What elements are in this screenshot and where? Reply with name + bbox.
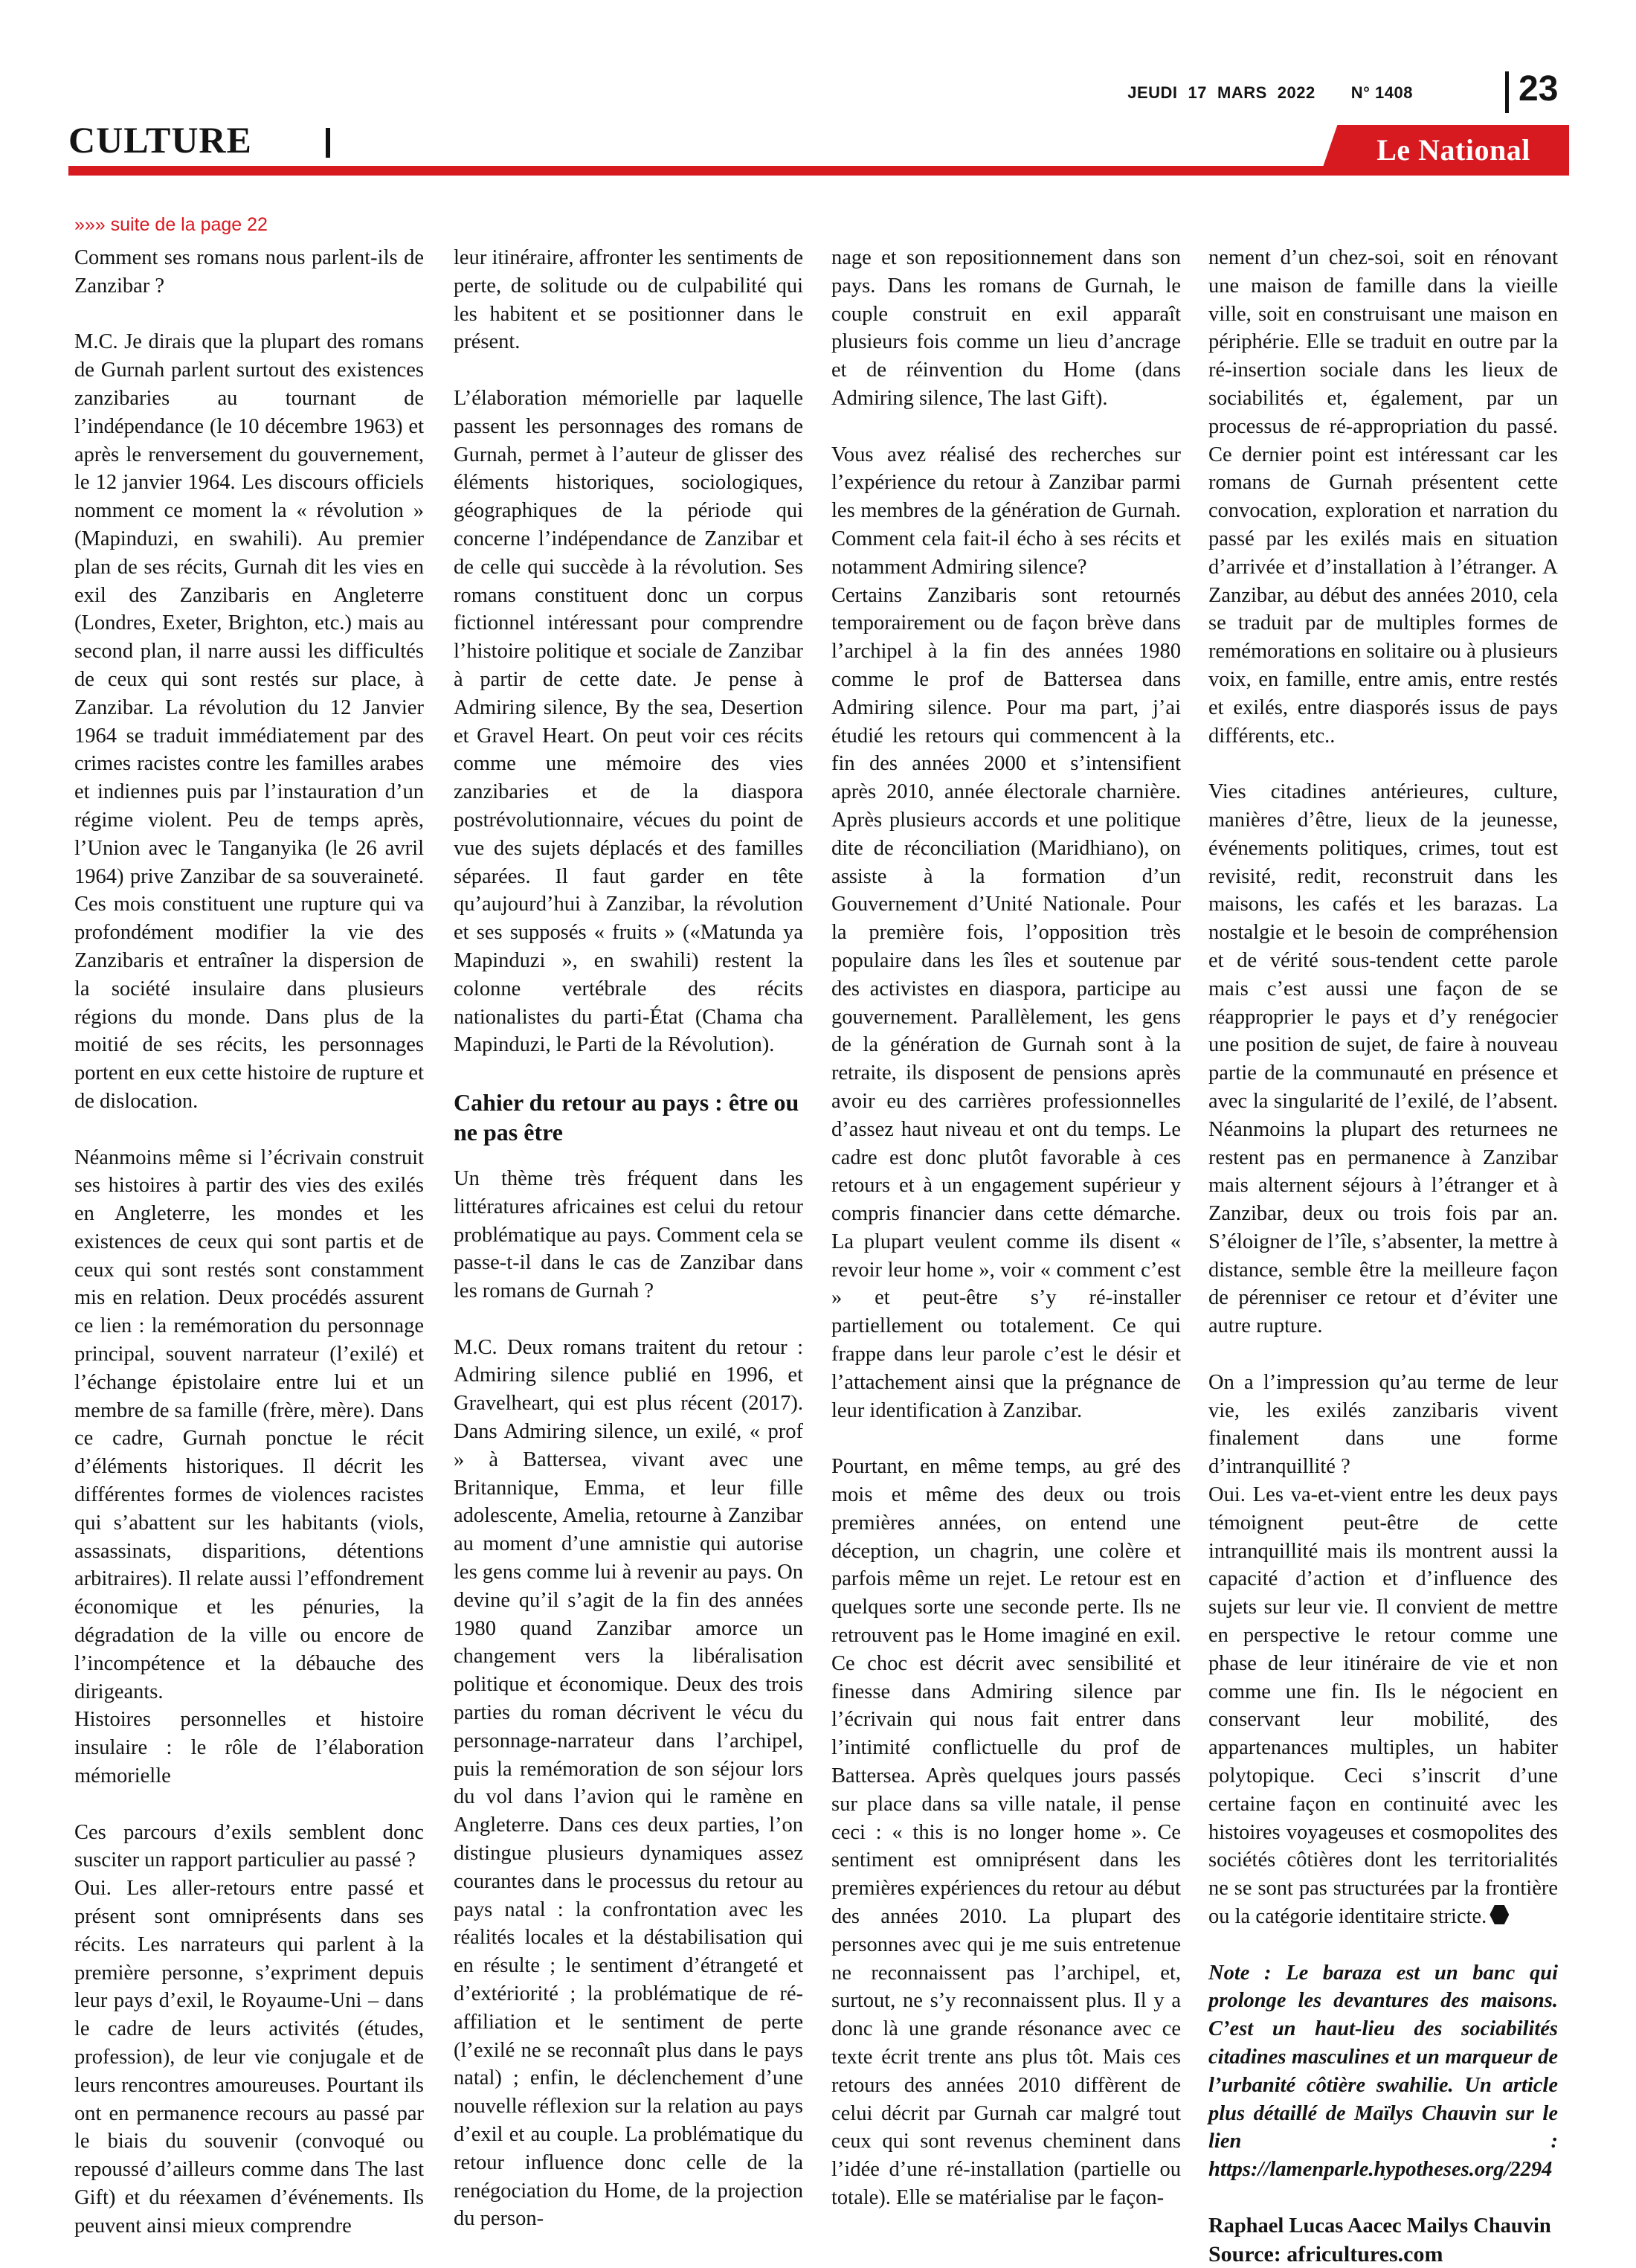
byline [1208, 2212, 1558, 2268]
footnote: Note : Le baraza est un banc qui prolonge les devantures des maisons. C’est un haut-lieu des sociabilités citadines masculines et un marqueur de l’urbanité côtière swahilie. Un article plus détaillé de Maïlys Chauvin sur le lien : https://lamenparle.hypotheses.org/2294 [1208, 1961, 1558, 2182]
section-heading: Cahier du retour au pays : être ou ne pas être [454, 1088, 799, 1146]
header-divider [1505, 71, 1509, 113]
article-paragraph: Néanmoins même si l’écrivain construit ses histoires à partir des vies des exilés en Angleterre, les mondes et les existences de ceux qui sont partis et de ceux qui sont restés sont constamment mis en relation. Deux procédés assurent ce lien : la remémoration du personnage principal, souvent narrateur (l’exilé) et l’échange épistolaire entre lui et un membre de sa famille (frère, mère). Dans ce cadre, Gurnah ponctue le récit d’éléments historiques. Il décrit les différentes formes de violences racistes qui s’abattent sur les habitants (viols, assassinats, disparitions, détentions arbitraires). Il relate aussi l’effondrement économique et les pénuries, la dégradation de la ville ou encore de l’incompétence et la débauche des dirigeants. [74, 1146, 425, 1703]
source-credit: Source: africultures.com [1208, 2241, 1443, 2267]
issue-date: 17 [1188, 83, 1208, 102]
article-column-2 [454, 244, 803, 2231]
interview-question: Comment ses romans nous parlent-ils de Zanzibar ? [74, 246, 424, 298]
section-divider [326, 128, 330, 158]
end-of-article-icon [1490, 1905, 1509, 1924]
continued-from-label: »»» suite de la page 22 [74, 214, 268, 235]
article-paragraph: Pourtant, en même temps, au gré des mois et même des deux ou trois premières années, on entend une déception, un chagrin, une colère et parfois même un rejet. Le retour est en quelques sorte une seconde perte. Ils ne retrouvent pas le Home imaginé en exil. Ce choc est décrit avec sensibilité et finesse dans Admiring silence par l’écrivain qui nous fait entrer dans l’intimité conflictuelle du prof de Battersea. Après quelques jours passés sur place dans sa ville natale, il pense ceci : « this is no longer home ». Ce sentiment est omniprésent dans les premières expériences du retour au début des années 2010. La plupart des personnes avec qui je me suis entretenue ne reconnaissent pas l’archipel, et, surtout, ne s’y reconnaissent plus. Il y a donc là une grande résonance avec ce texte écrit trente ans plus tôt. Mais ces retours des années 2010 diffèrent de celui décrit par Gurnah car malgré tout ceux qui sont revenus cheminent dans l’idée d’une ré-installation (partielle ou totale). Elle se matérialise par le façon- [831, 1455, 1181, 2209]
article-paragraph: nage et son repositionnement dans son pays. Dans les romans de Gurnah, le couple construit en exil apparaît plusieurs fois comme un lieu d’ancrage et de réinvention du Home (dans Admiring silence, The last Gift). [831, 246, 1181, 410]
issue-year: 2022 [1277, 83, 1315, 102]
interview-question: Ces parcours d’exils semblent donc susciter un rapport particulier au passé ? [74, 1820, 424, 1872]
article-paragraph: nement d’un chez-soi, soit en rénovant une maison de famille dans la vieille ville, soit en construisant une maison en périphérie. Elle se traduit en outre par la ré-insertion sociale dans les lieux de sociabilités et, également, par un processus de ré-appropriation du passé. Ce dernier point est intéressant car les romans de Gurnah présentent cette convocation, exploration et narration du passé par les exilés mais en situation d’arrivée et d’installation à l’étranger. A Zanzibar, au début des années 2010, cela se traduit par de multiples formes de remémorations en solitaire ou à plusieurs voix, en famille, entre amis, entre restés et exilés, entre diasporés issus de pays différents, etc.. [1208, 246, 1558, 748]
article-column-4 [1208, 244, 1558, 2267]
article-paragraph: leur itinéraire, affronter les sentiments de perte, de solitude ou de culpabilité qui les habitent et se positionner dans le présent. [454, 246, 803, 354]
header-red-rule [68, 166, 1325, 176]
page-number: 23 [1519, 69, 1559, 109]
article-paragraph: Vies citadines antérieures, culture, manières d’être, lieux de la jeunesse, événements politiques, crimes, tout est revisité, redit, reconstruit dans les maisons, les cafés et les barazas. La nostalgie et le besoin de compréhension et de vérité sous-tendent cette parole mais c’est aussi une façon de se réapproprier le pays et d’y renégocier une position de sujet, de faire à nouveau partie de la communauté en présence et avec la singularité de l’exilé, de l’absent. Néanmoins la plupart des returnees ne restent pas en permanence à Zanzibar mais alternent séjours à l’étranger et à Zanzibar, deux ou trois fois par an. S’éloigner de l’île, s’absenter, la mettre à distance, semble être la meilleure façon de pérenniser ce retour et d’éviter une autre rupture. [1208, 780, 1558, 1338]
article-column-3 [831, 244, 1181, 2215]
interview-question: On a l’impression qu’au terme de leur vie, les exilés zanzibaris vivent finalement dans une forme d’intranquillité ? [1208, 1370, 1558, 1479]
article-column-1 [74, 244, 425, 2238]
issue-number: N° 1408 [1350, 83, 1413, 102]
article-paragraph: L’élaboration mémorielle par laquelle passent les personnages des romans de Gurnah, permet à l’auteur de glisser des éléments historiques, sociologiques, géographiques de la période qui concerne l’indépendance de Zanzibar et de celle qui succède à la révolution. Ses romans constituent donc un corpus fictionnel intéressant pour comprendre l’histoire politique et sociale de Zanzibar à partir de cette date. Je pense à Admiring silence, By the sea, Desertion et Gravel Heart. On peut voir ces récits comme une mémoire des vies zanzibaries et de la diaspora postrévolutionnaire, vécues du point de vue des sujets déplacés et des familles séparées. Il faut garder en tête qu’aujourd’hui à Zanzibar, la révolution et ses supposés « fruits » («Matunda ya Mapinduzi », en swahili) restent la colonne vertébrale des récits nationalistes du parti-État (Chama cha Mapinduzi, le Parti de la Révolution). [454, 386, 803, 1057]
article-paragraph: M.C. Deux romans traitent du retour : Admiring silence publié en 1996, et Gravelheart, qui est plus récent (2017). Dans Admiring silence, un exilé, « prof » à Battersea, vivant avec une Britannique, Emma, et leur fille adolescente, Amelia, retourne à Zanzibar au moment d’une amnistie qui autorise les gens comme lui à revenir au pays. On devine qu’il s’agit de la fin des années 1980 quand Zanzibar amorce un changement vers la libéralisation politique et économique. Deux des trois parties du roman décrivent le vécu du personnage-narrateur dans l’archipel, puis la remémoration de son séjour lors du vol dans l’avion qui le ramène en Angleterre. Dans ces deux parties, l’on distingue plusieurs dynamiques assez courantes dans le processus du retour au pays natal : la confrontation avec les réalités locales et la déstabilisation qui en résulte ; le sentiment d’étrangeté et d’extériorité ; la problématique de ré-affiliation et le sentiment de perte (l’exilé ne se reconnaît plus dans le pays natal) ; enfin, le déclenchement d’une nouvelle réflexion sur la relation au pays d’exil et au couple. La problématique du retour influence donc celle de la renégociation du Home, de la projection du person- [454, 1335, 803, 2231]
section-title: CULTURE [68, 119, 252, 161]
brand-name: Le National [1376, 133, 1530, 167]
author-names: Raphael Lucas Aacec Mailys Chauvin [1208, 2214, 1551, 2238]
issue-day: JEUDI [1127, 83, 1178, 102]
inline-subheading: Histoires personnelles et histoire insulaire : le rôle de l’élaboration mémorielle [74, 1708, 424, 1788]
issue-dateline [1127, 83, 1413, 103]
closing-text: Oui. Les va-et-vient entre les deux pays témoignent peut-être de cette intranquillité mais ils montrent aussi la capacité d’action et d’influence des sujets sur leur vie. Il convient de mettre en perspective le retour comme une phase de leur itinéraire de vie et non comme une fin. Ils le négocient en conservant leur mobilité, des appartenances multiples, un habiter polytopique. Ceci s’inscrit d’une certaine façon en continuité avec les histoires voyageuses et cosmopolites des sociétés côtières dont les territorialités ne se sont pas structurées par la frontière ou la catégorie identitaire stricte. [1208, 1483, 1558, 1929]
interview-question: Un thème très fréquent dans les littératures africaines est celui du retour problématique au pays. Comment cela se passe-t-il dans le cas de Zanzibar dans les romans de Gurnah ? [454, 1166, 803, 1303]
article-paragraph [1208, 1481, 1558, 1931]
article-paragraph: Oui. Les aller-retours entre passé et présent sont omniprésents dans ses récits. Les narrateurs qui parlent à la première personne, s’expriment depuis leur pays d’exil, le Royaume-Uni – dans le cadre de leurs activités (études, profession), de leur vie conjugale et de leurs rencontres amoureuses. Pourtant ils ont en permanence recours au passé par le biais du souvenir (convoqué ou repoussé d’ailleurs comme dans The last Gift) et du réexamen d’événements. Ils peuvent ainsi mieux comprendre [74, 1877, 424, 2238]
article-paragraph: M.C. Je dirais que la plupart des romans de Gurnah parlent surtout des existences zanzibaries au tournant de l’indépendance (le 10 décembre 1963) et après le renversement du gouvernement, le 12 janvier 1964. Les discours officiels nomment ce moment la « révolution » (Mapinduzi, en swahili). Au premier plan de ses récits, Gurnah dit les vies en exil des Zanzibaris en Angleterre (Londres, Exeter, Brighton, etc.) mais au second plan, il narre aussi les difficultés de ceux qui sont restés sur place, à Zanzibar. La révolution du 12 Janvier 1964 se traduit immédiatement par des crimes racistes contre les familles arabes et indiennes puis par l’instauration d’un régime violent. Peu de temps après, l’Union avec le Tanganyika (le 26 avril 1964) prive Zanzibar de sa souveraineté. Ces mois constituent une rupture qui va profondément modifier la vie des Zanzibaris et entraîner la dispersion de la société insulaire dans plusieurs régions du monde. Dans plus de la moitié de ses récits, les personnages portent en eux cette histoire de rupture et de dislocation. [74, 330, 424, 1113]
issue-month: MARS [1217, 83, 1267, 102]
article-paragraph: Certains Zanzibaris sont retournés temporairement ou de façon brève dans l’archipel à la fin des années 1980 comme le prof de Battersea dans Admiring silence. Pour ma part, j’ai étudié les retours qui commencent à la fin des années 2000 et s’intensifient après 2010, année électorale charnière. Après plusieurs accords et une politique dite de réconciliation (Maridhiano), on assiste à la formation d’un Gouvernement d’Unité Nationale. Pour la première fois, l’opposition très populaire dans les îles et soutenue par des activistes en diaspora, participe au gouvernement. Parallèlement, les gens de la génération de Gurnah sont à la retraite, ils disposent de pensions après avoir eu des carrières professionnelles d’assez haut niveau et ont du temps. Le cadre est donc plutôt favorable à ces retours et à un engagement supérieur y compris financier dans cette démarche. La plupart veulent comme ils disent « revoir leur home », voir « comment c’est » et peut-être s’y ré-installer partiellement ou totalement. Ce qui frappe dans leur parole c’est le désir et l’attachement ainsi que la prégnance de leur identification à Zanzibar. [831, 583, 1181, 1422]
interview-question: Vous avez réalisé des recherches sur l’expérience du retour à Zanzibar parmi les membres de la génération de Gurnah. Comment cela fait-il écho à ses récits et notamment Admiring silence? [831, 443, 1181, 579]
